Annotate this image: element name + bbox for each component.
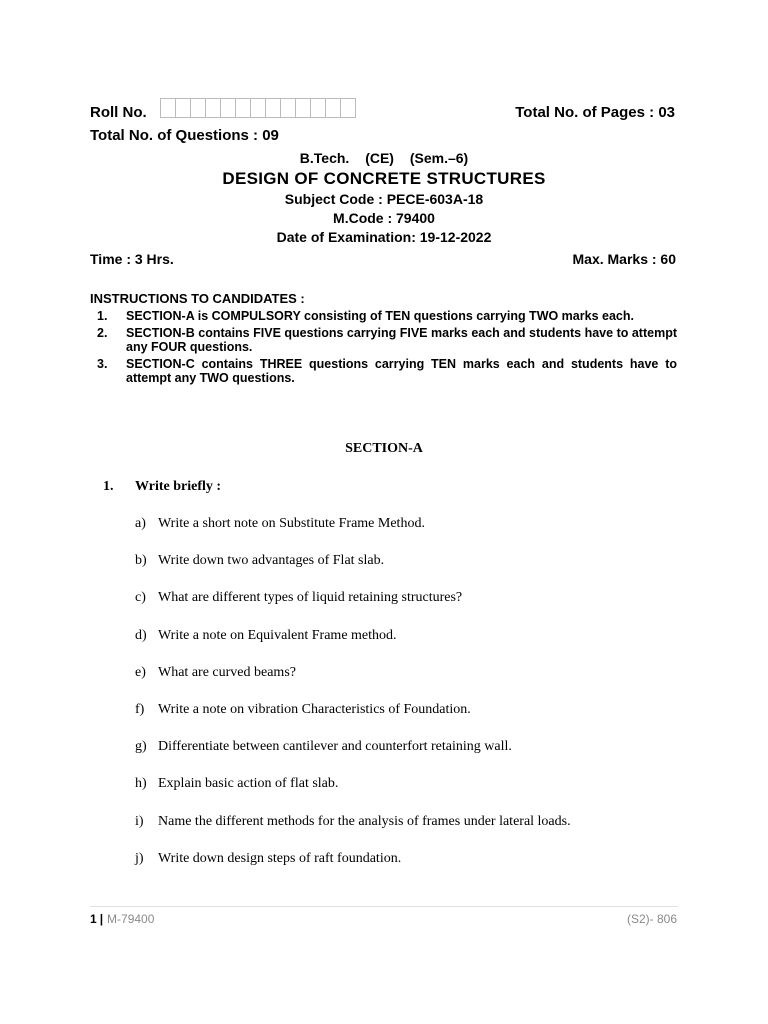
subquestion-item <box>135 665 571 702</box>
subject-code: Subject Code : PECE-603A-18 <box>284 191 484 207</box>
instruction-number: 2. <box>97 325 108 340</box>
roll-digit-box <box>340 98 356 118</box>
roll-digit-box <box>310 98 326 118</box>
footer-right: (S2)- 806 <box>626 912 677 926</box>
subquestion-letter: g) <box>135 739 147 755</box>
subquestion-item <box>135 553 571 590</box>
subquestion-text: Write down two advantages of Flat slab. <box>158 553 385 569</box>
roll-digit-box <box>280 98 296 118</box>
subquestion-letter: i) <box>135 813 144 829</box>
roll-digit-box <box>190 98 206 118</box>
subquestion-text: What are different types of liquid retaining structures? <box>158 590 463 606</box>
instruction-number: 3. <box>97 356 108 371</box>
roll-digit-box <box>325 98 341 118</box>
subject-title: DESIGN OF CONCRETE STRUCTURES <box>222 169 546 188</box>
instruction-text: SECTION-B contains FIVE questions carrying FIVE marks each and students have to attempt any FOUR questions. <box>126 325 677 354</box>
total-questions: Total No. of Questions : 09 <box>90 127 279 144</box>
subquestion-item <box>135 590 571 627</box>
roll-digit-box <box>265 98 281 118</box>
footer-code: M-79400 <box>107 912 155 926</box>
time-allowed: Time : 3 Hrs. <box>90 251 174 267</box>
course-line <box>0 150 768 166</box>
subquestion-letter: b) <box>135 553 147 569</box>
roll-digit-box <box>235 98 251 118</box>
instructions-list <box>90 309 677 388</box>
instructions-heading: INSTRUCTIONS TO CANDIDATES : <box>90 291 305 306</box>
instruction-item <box>90 357 677 386</box>
footer-separator: | <box>99 912 104 926</box>
course-semester: (Sem.–6) <box>409 150 469 166</box>
roll-digit-box <box>220 98 236 118</box>
course-degree: B.Tech. <box>299 150 350 166</box>
roll-digit-box <box>295 98 311 118</box>
subquestion-letter: j) <box>135 850 144 866</box>
subquestion-text: Differentiate between cantilever and counterfort retaining wall. <box>158 739 512 755</box>
footer-divider <box>90 906 678 907</box>
subquestion-item <box>135 851 571 888</box>
subquestion-item <box>135 702 571 739</box>
roll-digit-box <box>175 98 191 118</box>
subquestion-letter: h) <box>135 776 147 792</box>
subquestion-text: What are curved beams? <box>158 664 296 680</box>
subquestion-letter: d) <box>135 627 147 643</box>
roll-digit-box <box>160 98 176 118</box>
instruction-text: SECTION-A is COMPULSORY consisting of TEN questions carrying TWO marks each. <box>126 309 634 323</box>
footer-left <box>90 912 154 926</box>
subquestion-item <box>135 516 571 553</box>
roll-digit-box <box>250 98 266 118</box>
subquestion-letter: a) <box>135 516 146 531</box>
subquestion-text: Explain basic action of flat slab. <box>158 776 339 792</box>
roll-digit-box <box>205 98 221 118</box>
course-branch: (CE) <box>365 150 394 166</box>
instruction-number: 1. <box>97 309 108 323</box>
subquestion-item <box>135 628 571 665</box>
question-number: 1. <box>103 479 114 494</box>
instruction-item <box>90 309 677 324</box>
subquestion-text: Name the different methods for the analysis of frames under lateral loads. <box>158 813 571 829</box>
question-title: Write briefly : <box>135 479 222 494</box>
max-marks: Max. Marks : 60 <box>572 251 676 267</box>
exam-date: Date of Examination: 19-12-2022 <box>276 229 492 245</box>
subquestion-letter: c) <box>135 590 146 606</box>
total-pages: Total No. of Pages : 03 <box>515 104 675 121</box>
subquestion-text: Write a short note on Substitute Frame Method. <box>158 516 425 531</box>
subquestion-list <box>135 516 571 888</box>
instruction-text: SECTION-C contains THREE questions carrying TEN marks each and students have to attempt any TWO questions. <box>126 356 677 385</box>
roll-number-label: Roll No. <box>90 104 147 121</box>
m-code: M.Code : 79400 <box>333 210 435 226</box>
section-a-heading: SECTION-A <box>345 441 423 456</box>
subquestion-item <box>135 739 571 776</box>
subquestion-text: Write down design steps of raft foundation. <box>158 850 402 866</box>
subquestion-item <box>135 814 571 851</box>
subquestion-text: Write a note on Equivalent Frame method. <box>158 627 397 643</box>
instruction-item <box>90 326 677 355</box>
subquestion-letter: f) <box>135 701 145 717</box>
roll-number-boxes <box>160 98 355 118</box>
subquestion-text: Write a note on vibration Characteristics of Foundation. <box>158 701 471 717</box>
subquestion-item <box>135 776 571 813</box>
footer-page-number: 1 <box>90 912 97 926</box>
subquestion-letter: e) <box>135 664 146 680</box>
